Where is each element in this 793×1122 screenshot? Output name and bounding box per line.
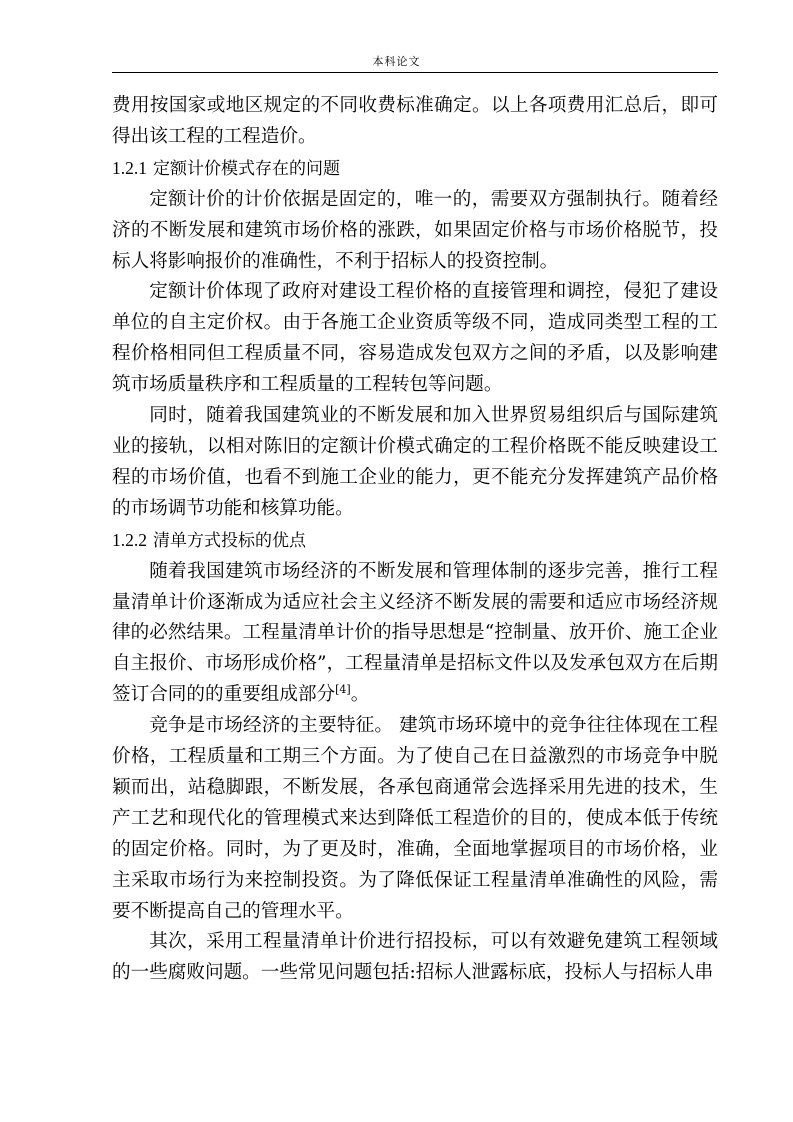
paragraph-2: 定额计价体现了政府对建设工程价格的直接管理和调控，侵犯了建设单位的自主定价权。由于各施工企业资质等级不同，造成同类型工程的工程价格相同但工程质量不同，容易造成发包双方之间的矛盾，以及影响建筑市场质量秩序和工程质量的工程转包等问题。 [112, 281, 718, 396]
paragraph-6: 其次，采用工程量清单计价进行招投标，可以有效避免建筑工程领域的一些腐败问题。一些常见问题包括:招标人泄露标底，投标人与招标人串 [112, 931, 718, 984]
paragraph-1: 定额计价的计价依据是固定的，唯一的，需要双方强制执行。随着经济的不断发展和建筑市场价格的涨跌，如果固定价格与市场价格脱节，投标人将影响报价的准确性，不利于招标人的投资控制。 [112, 188, 718, 272]
header-divider [112, 72, 718, 73]
section-heading-1-2-1 [112, 153, 718, 185]
intro-paragraph: 费用按国家或地区规定的不同收费标准确定。以上各项费用汇总后，即可得出该工程的工程造价。 [112, 95, 718, 147]
section-heading-1-2-2 [112, 525, 718, 557]
section-title: 定额计价模式存在的问题 [153, 158, 340, 179]
section-number: 1.2.2 [112, 529, 147, 550]
paragraph-4 [112, 557, 718, 712]
section-title: 清单方式投标的优点 [153, 530, 306, 551]
paragraph-5: 竞争是市场经济的主要特征。 建筑市场环境中的竞争往往体现在工程价格，工程质量和工期三个方面。为了使自己在日益激烈的市场竞争中脱颖而出，站稳脚跟，不断发展，各承包商通常会选择采用先进的技术，生产工艺和现代化的管理模式来达到降低工程造价的目的，使成本低于传统的固定价格。同时，为了更及时，准确，全面地掌握项目的市场价格，业主采取市场行为来控制投资。为了降低保证工程量清单准确性的风险，需要不断提高自己的管理水平。 [112, 715, 718, 922]
paragraph-4-end: 。 [350, 684, 370, 706]
page-header: 本科论文 [372, 55, 421, 68]
citation-ref[interactable]: [4] [335, 683, 351, 697]
section-number: 1.2.1 [112, 157, 147, 178]
paragraph-3: 同时，随着我国建筑业的不断发展和加入世界贸易组织后与国际建筑业的接轨，以相对陈旧的定额计价模式确定的工程价格既不能反映建设工程的市场价值，也看不到施工企业的能力，更不能充分发挥建筑产品价格的市场调节功能和核算功能。 [112, 405, 718, 519]
document-body [112, 91, 718, 989]
paragraph-4-text: 随着我国建筑市场经济的不断发展和管理体制的逐步完善，推行工程量清单计价逐渐成为适应社会主义经济不断发展的需要和适应市场经济规律的必然结果。工程量清单计价的指导思想是“控制量、放开价、施工企业自主报价、市场形成价格”，工程量清单是招标文件以及发承包双方在后期签订合同的的重要组成部分 [112, 560, 718, 706]
